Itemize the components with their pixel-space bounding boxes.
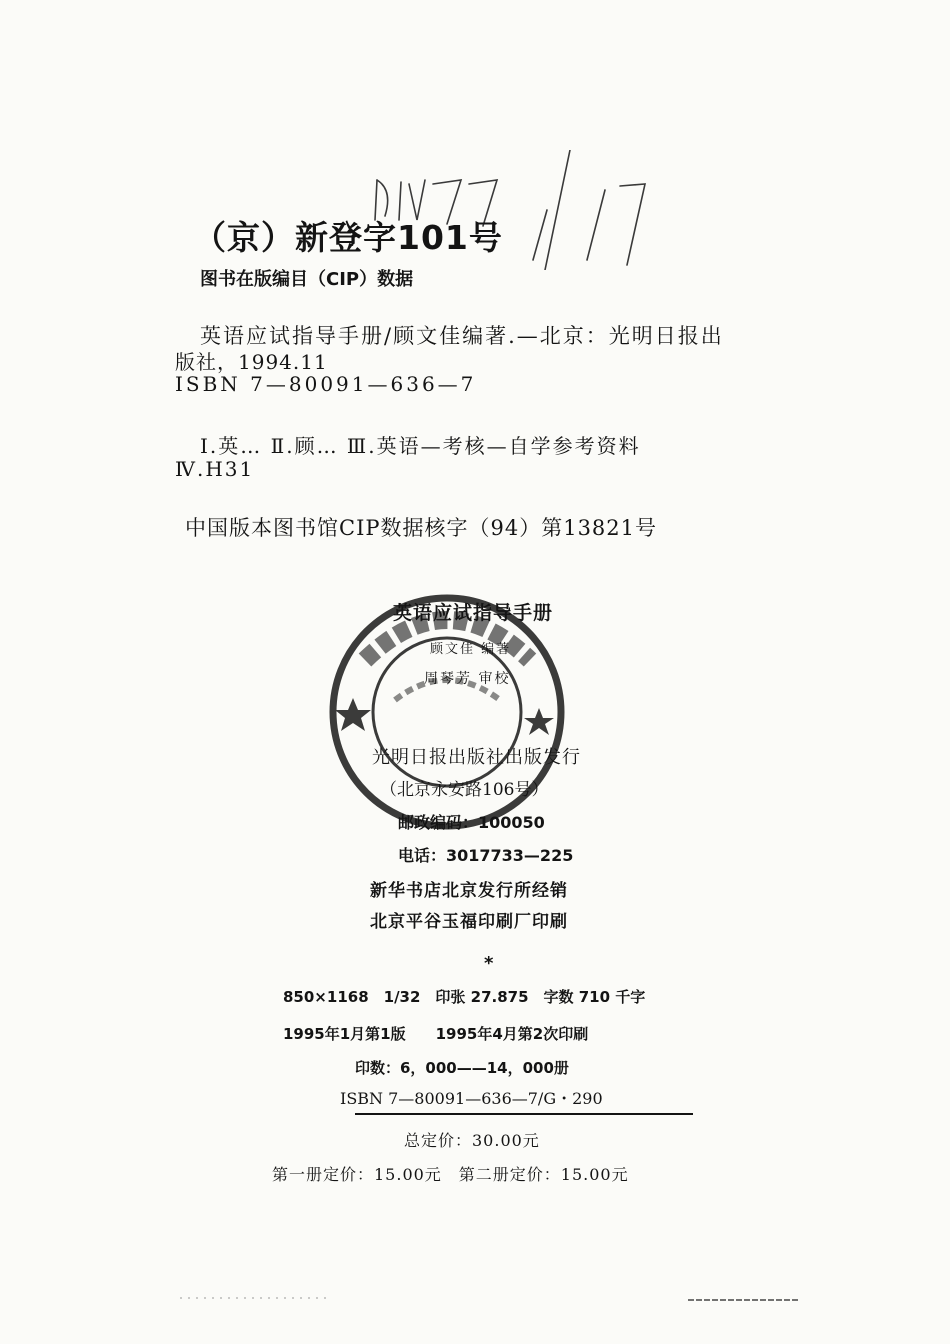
colophon-total-price: 总定价：30.00元 — [404, 1131, 540, 1150]
colophon-specs: 850×1168 1/32 印张 27.875 字数 710 千字 — [283, 988, 646, 1006]
colophon-editor: 周琴芳 审校 — [424, 671, 511, 687]
colophon-volume-prices: 第一册定价：15.00元 第二册定价：15.00元 — [272, 1165, 629, 1184]
colophon-distributor: 新华书店北京发行所经销 — [370, 881, 568, 901]
cip-record-line1: 英语应试指导手册/顾文佳编著.—北京：光明日报出 — [200, 324, 724, 348]
price-divider — [355, 1113, 693, 1115]
cip-approval: 中国版本图书馆CIP数据核字（94）第13821号 — [185, 516, 658, 540]
colophon-editions: 1995年1月第1版 1995年4月第2次印刷 — [283, 1025, 589, 1043]
cip-subjects-line2: Ⅳ.H31 — [175, 457, 255, 481]
colophon-address: （北京永安路106号） — [380, 780, 549, 800]
colophon-isbn: ISBN 7—80091—636—7/G・290 — [340, 1089, 603, 1108]
cip-record-line2: 版社，1994.11 — [175, 350, 328, 374]
colophon-printer: 北京平谷玉福印刷厂印刷 — [370, 912, 568, 932]
scan-noise — [0, 1290, 950, 1310]
colophon-print-run: 印数：6，000——14，000册 — [355, 1059, 569, 1077]
colophon-phone: 电话：3017733—225 — [398, 846, 574, 865]
colophon-postcode: 邮政编码：100050 — [398, 813, 545, 832]
colophon-author: 顾文佳 编著 — [430, 642, 512, 657]
colophon-title: 英语应试指导手册 — [393, 602, 554, 624]
cip-header: 图书在版编目（CIP）数据 — [200, 269, 414, 290]
cip-subjects-line1: Ⅰ.英… Ⅱ.顾… Ⅲ.英语—考核—自学参考资料 — [200, 434, 641, 458]
registration-number: （京）新登字101号 — [193, 218, 503, 257]
colophon-separator: * — [484, 953, 494, 974]
cip-isbn: ISBN 7—80091—636—7 — [175, 372, 477, 396]
colophon-publisher: 光明日报出版社出版发行 — [372, 747, 581, 768]
